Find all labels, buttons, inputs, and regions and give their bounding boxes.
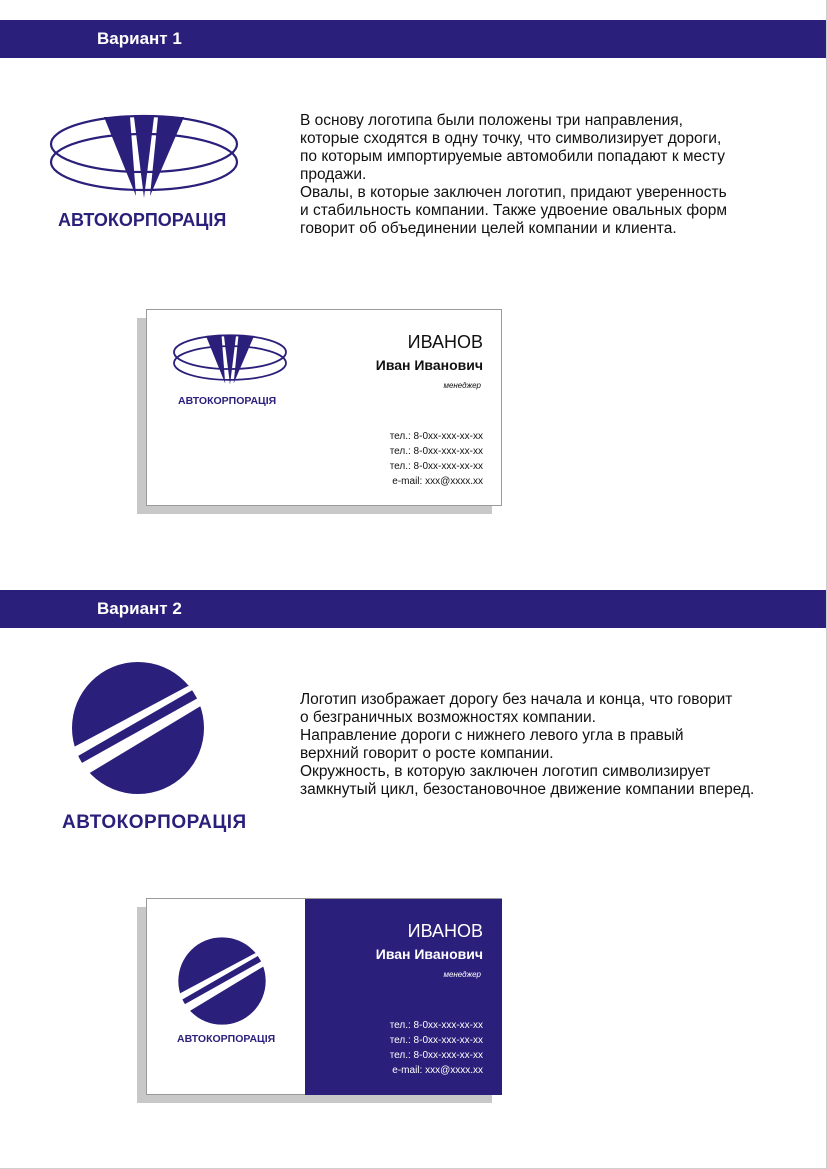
variant1-description-line: и стабильность компании. Также удвоение овальных форм [300, 202, 728, 219]
card1-surname: ИВАНОВ [407, 332, 483, 352]
card1-brand-name: АВТОКОРПОРАЦІЯ [178, 395, 277, 407]
card2-brand-name: АВТОКОРПОРАЦІЯ [177, 1033, 276, 1045]
card2-surname: ИВАНОВ [407, 921, 483, 941]
business-card-variant2 [146, 898, 502, 1095]
variant2-description-line: Логотип изображает дорогу без начала и конца, что говорит [300, 691, 733, 708]
card2-logo-icon [177, 936, 267, 1026]
card1-contact-line: e-mail: xxx@xxxx.xx [392, 476, 483, 487]
variant1-description-line: говорит об объединении целей компании и клиента. [300, 220, 677, 237]
card1-contact-line: тел.: 8-0xx-xxx-xx-xx [389, 431, 483, 442]
variant1-header-band [0, 20, 827, 58]
card2-full-name: Иван Иванович [375, 946, 483, 962]
variant2-header-band [0, 590, 827, 628]
card2-contacts [390, 1018, 483, 1078]
card2-contact-line: e-mail: xxx@xxxx.xx [392, 1065, 483, 1076]
variant1-title: Вариант 1 [97, 29, 182, 48]
variant1-description-line: по которым импортируемые автомобили попадают к месту [300, 148, 725, 165]
card1-contacts [390, 429, 483, 489]
variant2-description [300, 691, 754, 799]
business-card-variant1 [146, 309, 502, 506]
card1-logo-icon [171, 330, 289, 390]
card2-role: менеджер [443, 970, 481, 979]
variant2-title: Вариант 2 [97, 599, 182, 618]
card1-role: менеджер [443, 381, 481, 390]
card2-contact-line: тел.: 8-0xx-xxx-xx-xx [389, 1035, 483, 1046]
variant2-brand-name: АВТОКОРПОРАЦІЯ [62, 812, 247, 833]
card1-contact-line: тел.: 8-0xx-xxx-xx-xx [389, 446, 483, 457]
variant2-description-line: о безграничных возможностях компании. [300, 709, 596, 726]
variant1-description-line: которые сходятся в одну точку, что символизирует дороги, [300, 130, 722, 147]
variant1-description-line: В основу логотипа были положены три направления, [300, 112, 683, 129]
card2-contact-line: тел.: 8-0xx-xxx-xx-xx [389, 1020, 483, 1031]
ovals-three-roads-logo-icon [46, 112, 242, 202]
circle-road-logo-icon [70, 660, 206, 796]
card2-contact-line: тел.: 8-0xx-xxx-xx-xx [389, 1050, 483, 1061]
variant2-description-line: Окружность, в которую заключен логотип символизирует [300, 763, 711, 780]
card1-contact-line: тел.: 8-0xx-xxx-xx-xx [389, 461, 483, 472]
variant2-description-line: Направление дороги с нижнего левого угла в правый [300, 727, 684, 744]
card1-full-name: Иван Иванович [375, 357, 483, 373]
variant2-description-line: замкнутый цикл, безостановочное движение компании вперед. [300, 781, 755, 798]
variant1-description-line: Овалы, в которые заключен логотип, придают уверенность [300, 184, 727, 201]
variant1-description [300, 112, 727, 238]
variant1-brand-name: АВТОКОРПОРАЦІЯ [58, 210, 227, 230]
variant1-description-line: продажи. [300, 166, 367, 183]
variant2-description-line: верхний говорит о росте компании. [300, 745, 554, 762]
